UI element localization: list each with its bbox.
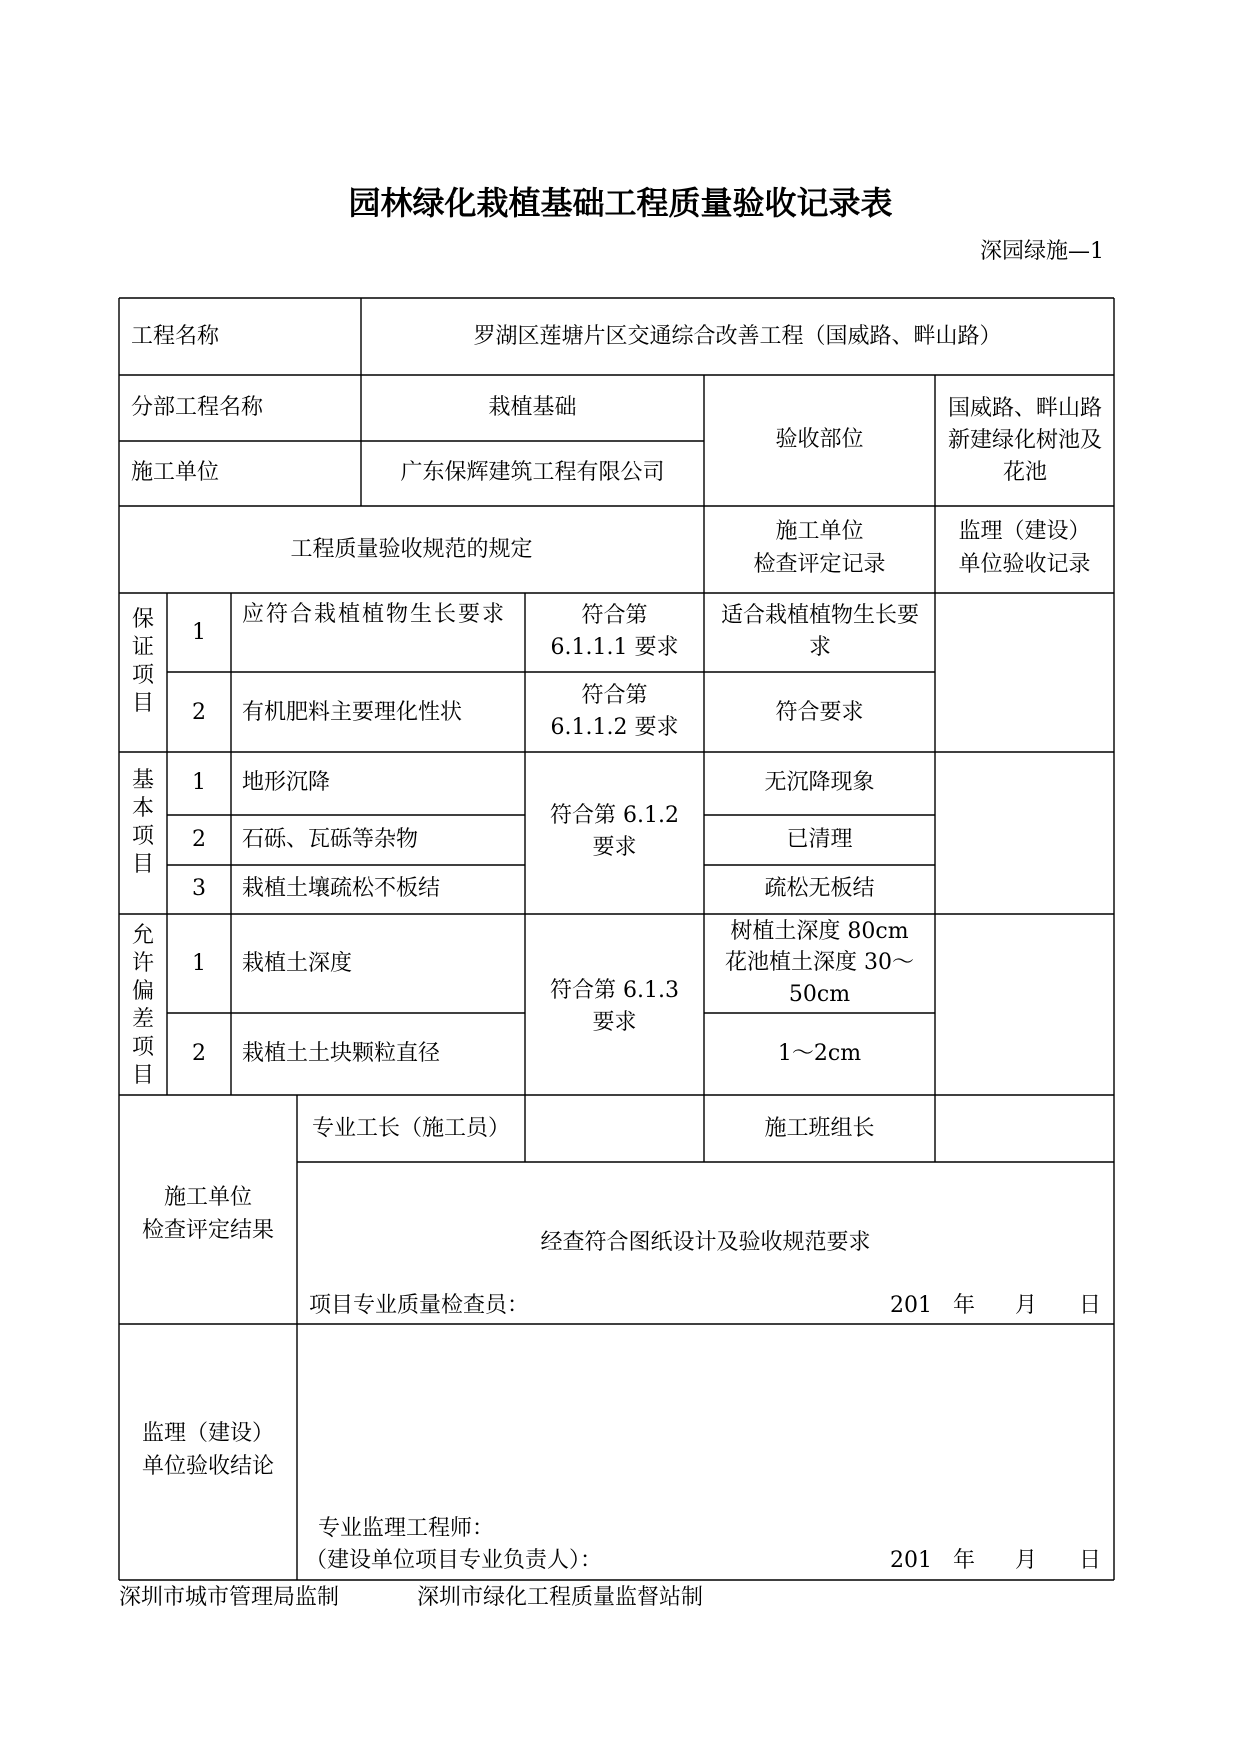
deviation-item-2: 栽植土土块颗粒直径 xyxy=(242,1041,441,1066)
basic-item-3: 栽植土壤疏松不板结 xyxy=(242,876,441,901)
deviation-no-1: 1 xyxy=(192,951,206,976)
guarantee-result-2: 符合要求 xyxy=(775,700,864,725)
guarantee-std-2b: 6.1.1.2 要求 xyxy=(550,715,679,740)
guarantee-std-1a: 符合第 xyxy=(581,603,648,628)
contractor-label: 施工单位 xyxy=(131,460,220,485)
foreman-label: 专业工长（施工员） xyxy=(311,1116,510,1141)
deviation-result-2: 1～2cm xyxy=(777,1041,862,1066)
guarantee-std-2a: 符合第 xyxy=(581,683,648,708)
deviation-no-2: 2 xyxy=(192,1041,206,1066)
check-date-y: 年 xyxy=(953,1293,976,1318)
location-value: 国威路、畔山路新建绿化树池及花池 xyxy=(947,396,1102,485)
check-label-2: 检查评定结果 xyxy=(141,1218,274,1243)
section-basic: 基本项目 xyxy=(131,768,154,877)
footer-right: 深圳市绿化工程质量监督站制 xyxy=(417,1585,704,1610)
section-deviation: 允许偏差项目 xyxy=(131,923,154,1088)
project-name-value: 罗湖区莲塘片区交通综合改善工程（国威路、畔山路） xyxy=(473,324,1002,349)
supervision-date-y: 年 xyxy=(953,1548,976,1573)
page-title: 园林绿化栽植基础工程质量验收记录表 xyxy=(348,184,893,222)
contractor-record-header-2: 检查评定记录 xyxy=(753,552,886,577)
deviation-std-1: 符合第 6.1.3 xyxy=(550,978,679,1003)
basic-no-3: 3 xyxy=(192,876,206,901)
guarantee-result-1: 适合栽植植物生长要求 xyxy=(720,603,919,660)
contractor-record-header-1: 施工单位 xyxy=(775,519,864,544)
basic-item-1: 地形沉降 xyxy=(242,770,331,795)
supervision-label-1: 监理（建设） xyxy=(141,1421,274,1446)
basic-std-1: 符合第 6.1.2 xyxy=(550,803,679,828)
supervision-date-year: 201 xyxy=(890,1548,932,1573)
check-date-year: 201 xyxy=(890,1293,932,1318)
check-date-d: 日 xyxy=(1079,1293,1102,1318)
deviation-result-1c: 50cm xyxy=(788,982,851,1007)
supervisor-record-header-1: 监理（建设） xyxy=(958,519,1091,544)
basic-std-2: 要求 xyxy=(592,835,637,860)
check-label-1: 施工单位 xyxy=(163,1185,252,1210)
deviation-item-1: 栽植土深度 xyxy=(242,951,353,976)
guarantee-item-2: 有机肥料主要理化性状 xyxy=(242,700,463,725)
deviation-std-2: 要求 xyxy=(592,1010,637,1035)
supervisor-record-header-2: 单位验收记录 xyxy=(958,552,1091,577)
basic-no-1: 1 xyxy=(192,770,206,795)
spec-header: 工程质量验收规范的规定 xyxy=(290,537,533,562)
supervision-date-m: 月 xyxy=(1015,1548,1038,1573)
deviation-result-1b: 花池植土深度 30～ xyxy=(725,950,914,975)
subproject-label: 分部工程名称 xyxy=(131,395,264,420)
project-name-label: 工程名称 xyxy=(131,324,220,349)
supervision-engineer-label: 专业监理工程师： xyxy=(318,1516,495,1541)
basic-result-2: 已清理 xyxy=(786,827,853,852)
check-date-m: 月 xyxy=(1015,1293,1038,1318)
contractor-value: 广东保辉建筑工程有限公司 xyxy=(400,460,665,485)
supervision-date-d: 日 xyxy=(1079,1548,1102,1573)
location-label: 验收部位 xyxy=(775,427,864,452)
inspector-label: 项目专业质量检查员： xyxy=(309,1293,530,1318)
team-leader-label: 施工班组长 xyxy=(764,1116,875,1141)
guarantee-no-1: 1 xyxy=(192,620,206,645)
section-guarantee: 保证项目 xyxy=(131,607,154,716)
deviation-result-1a: 树植土深度 80cm xyxy=(730,919,909,944)
footer-left: 深圳市城市管理局监制 xyxy=(119,1585,340,1610)
basic-result-1: 无沉降现象 xyxy=(764,770,875,795)
subproject-value: 栽植基础 xyxy=(488,395,577,420)
check-conclusion: 经查符合图纸设计及验收规范要求 xyxy=(540,1230,871,1255)
basic-result-3: 疏松无板结 xyxy=(764,876,875,901)
supervision-owner-label: （建设单位项目专业负责人）： xyxy=(305,1548,603,1573)
supervision-label-2: 单位验收结论 xyxy=(141,1454,274,1479)
form-code: 深园绿施—1 xyxy=(980,239,1104,264)
guarantee-std-1b: 6.1.1.1 要求 xyxy=(550,635,679,660)
basic-no-2: 2 xyxy=(192,827,206,852)
basic-item-2: 石砾、瓦砾等杂物 xyxy=(242,827,419,852)
guarantee-item-1: 应符合栽植植物生长要求 xyxy=(242,602,507,627)
guarantee-no-2: 2 xyxy=(192,700,206,725)
